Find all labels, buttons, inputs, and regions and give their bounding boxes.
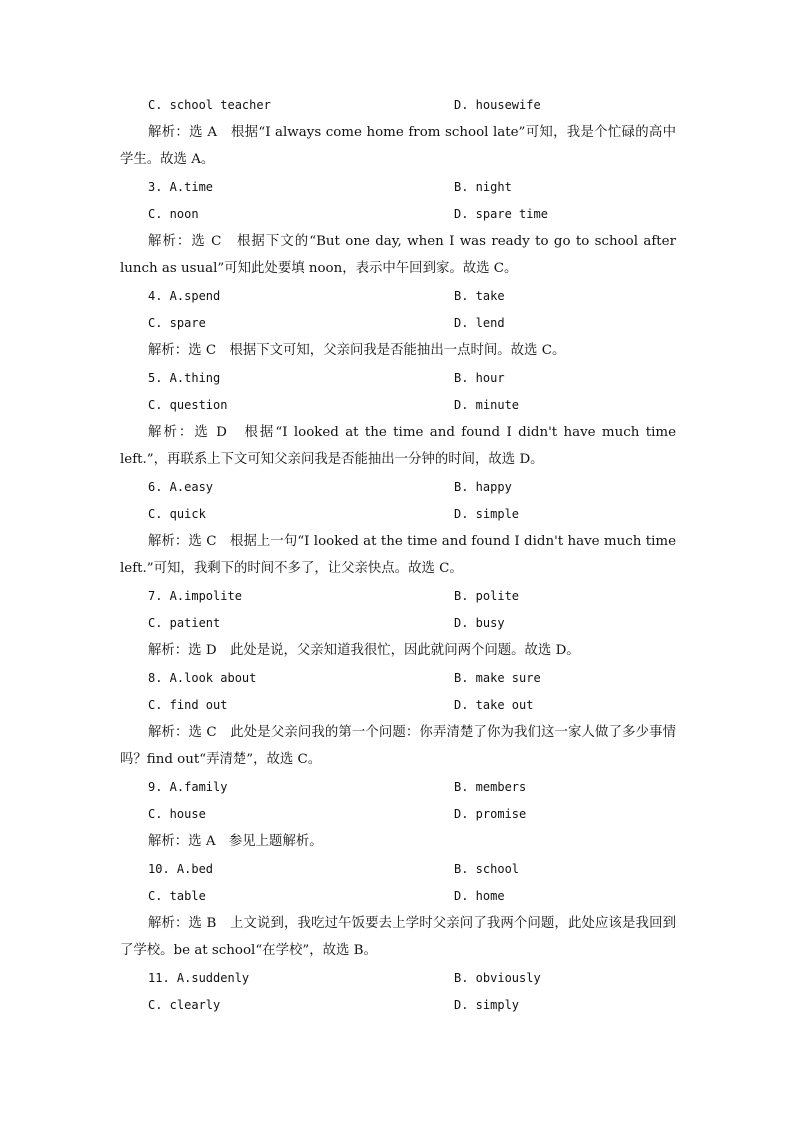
option-left: C. spare — [148, 316, 206, 330]
explanation-paragraph: 解析：选 A 参见上题解析。 — [148, 834, 323, 849]
option-row — [148, 97, 541, 113]
option-left: 3. A.time — [148, 180, 214, 194]
option-row — [148, 315, 505, 331]
option-row — [148, 588, 520, 604]
option-right: D. simple — [454, 507, 520, 521]
explanation-paragraph: 解析：选 C 根据上一句“I looked at the time and found I didn't have much time left.”可知，我剩下的时间不多了，让父亲快点。故选 C。 — [120, 534, 676, 576]
option-row — [148, 670, 541, 686]
option-right: D. minute — [454, 398, 520, 412]
option-right: B. polite — [454, 589, 520, 603]
option-left: C. noon — [148, 207, 199, 221]
option-left: C. table — [148, 889, 206, 903]
option-left: C. find out — [148, 698, 228, 712]
explanation-paragraph: 解析：选 D 此处是说，父亲知道我很忙，因此就问两个问题。故选 D。 — [148, 643, 580, 658]
option-row — [148, 506, 520, 522]
option-left: C. quick — [148, 507, 206, 521]
option-right: B. school — [454, 862, 520, 876]
option-row — [148, 970, 541, 986]
option-left: 10. A.bed — [148, 862, 214, 876]
option-row — [148, 397, 520, 413]
option-left: 4. A.spend — [148, 289, 221, 303]
option-row — [148, 479, 512, 495]
option-left: C. patient — [148, 616, 221, 630]
option-right: B. take — [454, 289, 505, 303]
option-row — [148, 997, 520, 1013]
option-right: B. happy — [454, 480, 512, 494]
option-left: C. clearly — [148, 998, 221, 1012]
option-right: D. housewife — [454, 98, 541, 112]
option-right: D. home — [454, 889, 505, 903]
explanation-paragraph: 解析：选 D 根据“I looked at the time and found I didn't have much time left.”，再联系上下文可知父亲问我是否能抽出一分钟的时间，故选 D。 — [120, 425, 676, 467]
option-right: D. busy — [454, 616, 505, 630]
option-right: B. obviously — [454, 971, 541, 985]
option-row — [148, 288, 505, 304]
option-left: C. school teacher — [148, 98, 271, 112]
option-row — [148, 697, 534, 713]
option-row — [148, 370, 505, 386]
option-row — [148, 888, 505, 904]
option-row — [148, 861, 520, 877]
option-right: D. simply — [454, 998, 520, 1012]
option-right: D. spare time — [454, 207, 548, 221]
explanation-paragraph: 解析：选 A 根据“I always come home from school late”可知，我是个忙碌的高中学生。故选 A。 — [120, 125, 676, 167]
option-left: 5. A.thing — [148, 371, 221, 385]
explanation-paragraph: 解析：选 C 根据下文可知，父亲问我是否能抽出一点时间。故选 C。 — [148, 343, 566, 358]
option-left: 6. A.easy — [148, 480, 214, 494]
option-right: B. members — [454, 780, 527, 794]
explanation-paragraph: 解析：选 C 根据下文的“But one day, when I was ready to go to school after lunch as usual”可知此处要填 noon，表示中午回到家。故选 C。 — [120, 234, 676, 276]
option-row — [148, 779, 527, 795]
option-right: B. hour — [454, 371, 505, 385]
option-left: C. question — [148, 398, 228, 412]
option-right: D. lend — [454, 316, 505, 330]
option-row — [148, 179, 512, 195]
option-row — [148, 206, 548, 222]
explanation-paragraph: 解析：选 B 上文说到，我吃过午饭要去上学时父亲问了我两个问题，此处应该是我回到了学校。be at school“在学校”，故选 B。 — [120, 916, 676, 958]
option-right: D. take out — [454, 698, 534, 712]
explanation-paragraph: 解析：选 C 此处是父亲问我的第一个问题：你弄清楚了你为我们这一家人做了多少事情吗？find out“弄清楚”，故选 C。 — [120, 725, 676, 767]
option-row — [148, 615, 505, 631]
option-left: 7. A.impolite — [148, 589, 242, 603]
option-left: 8. A.look about — [148, 671, 257, 685]
option-row — [148, 806, 527, 822]
option-right: D. promise — [454, 807, 527, 821]
option-left: C. house — [148, 807, 206, 821]
option-left: 9. A.family — [148, 780, 228, 794]
option-left: 11. A.suddenly — [148, 971, 250, 985]
option-right: B. make sure — [454, 671, 541, 685]
option-right: B. night — [454, 180, 512, 194]
